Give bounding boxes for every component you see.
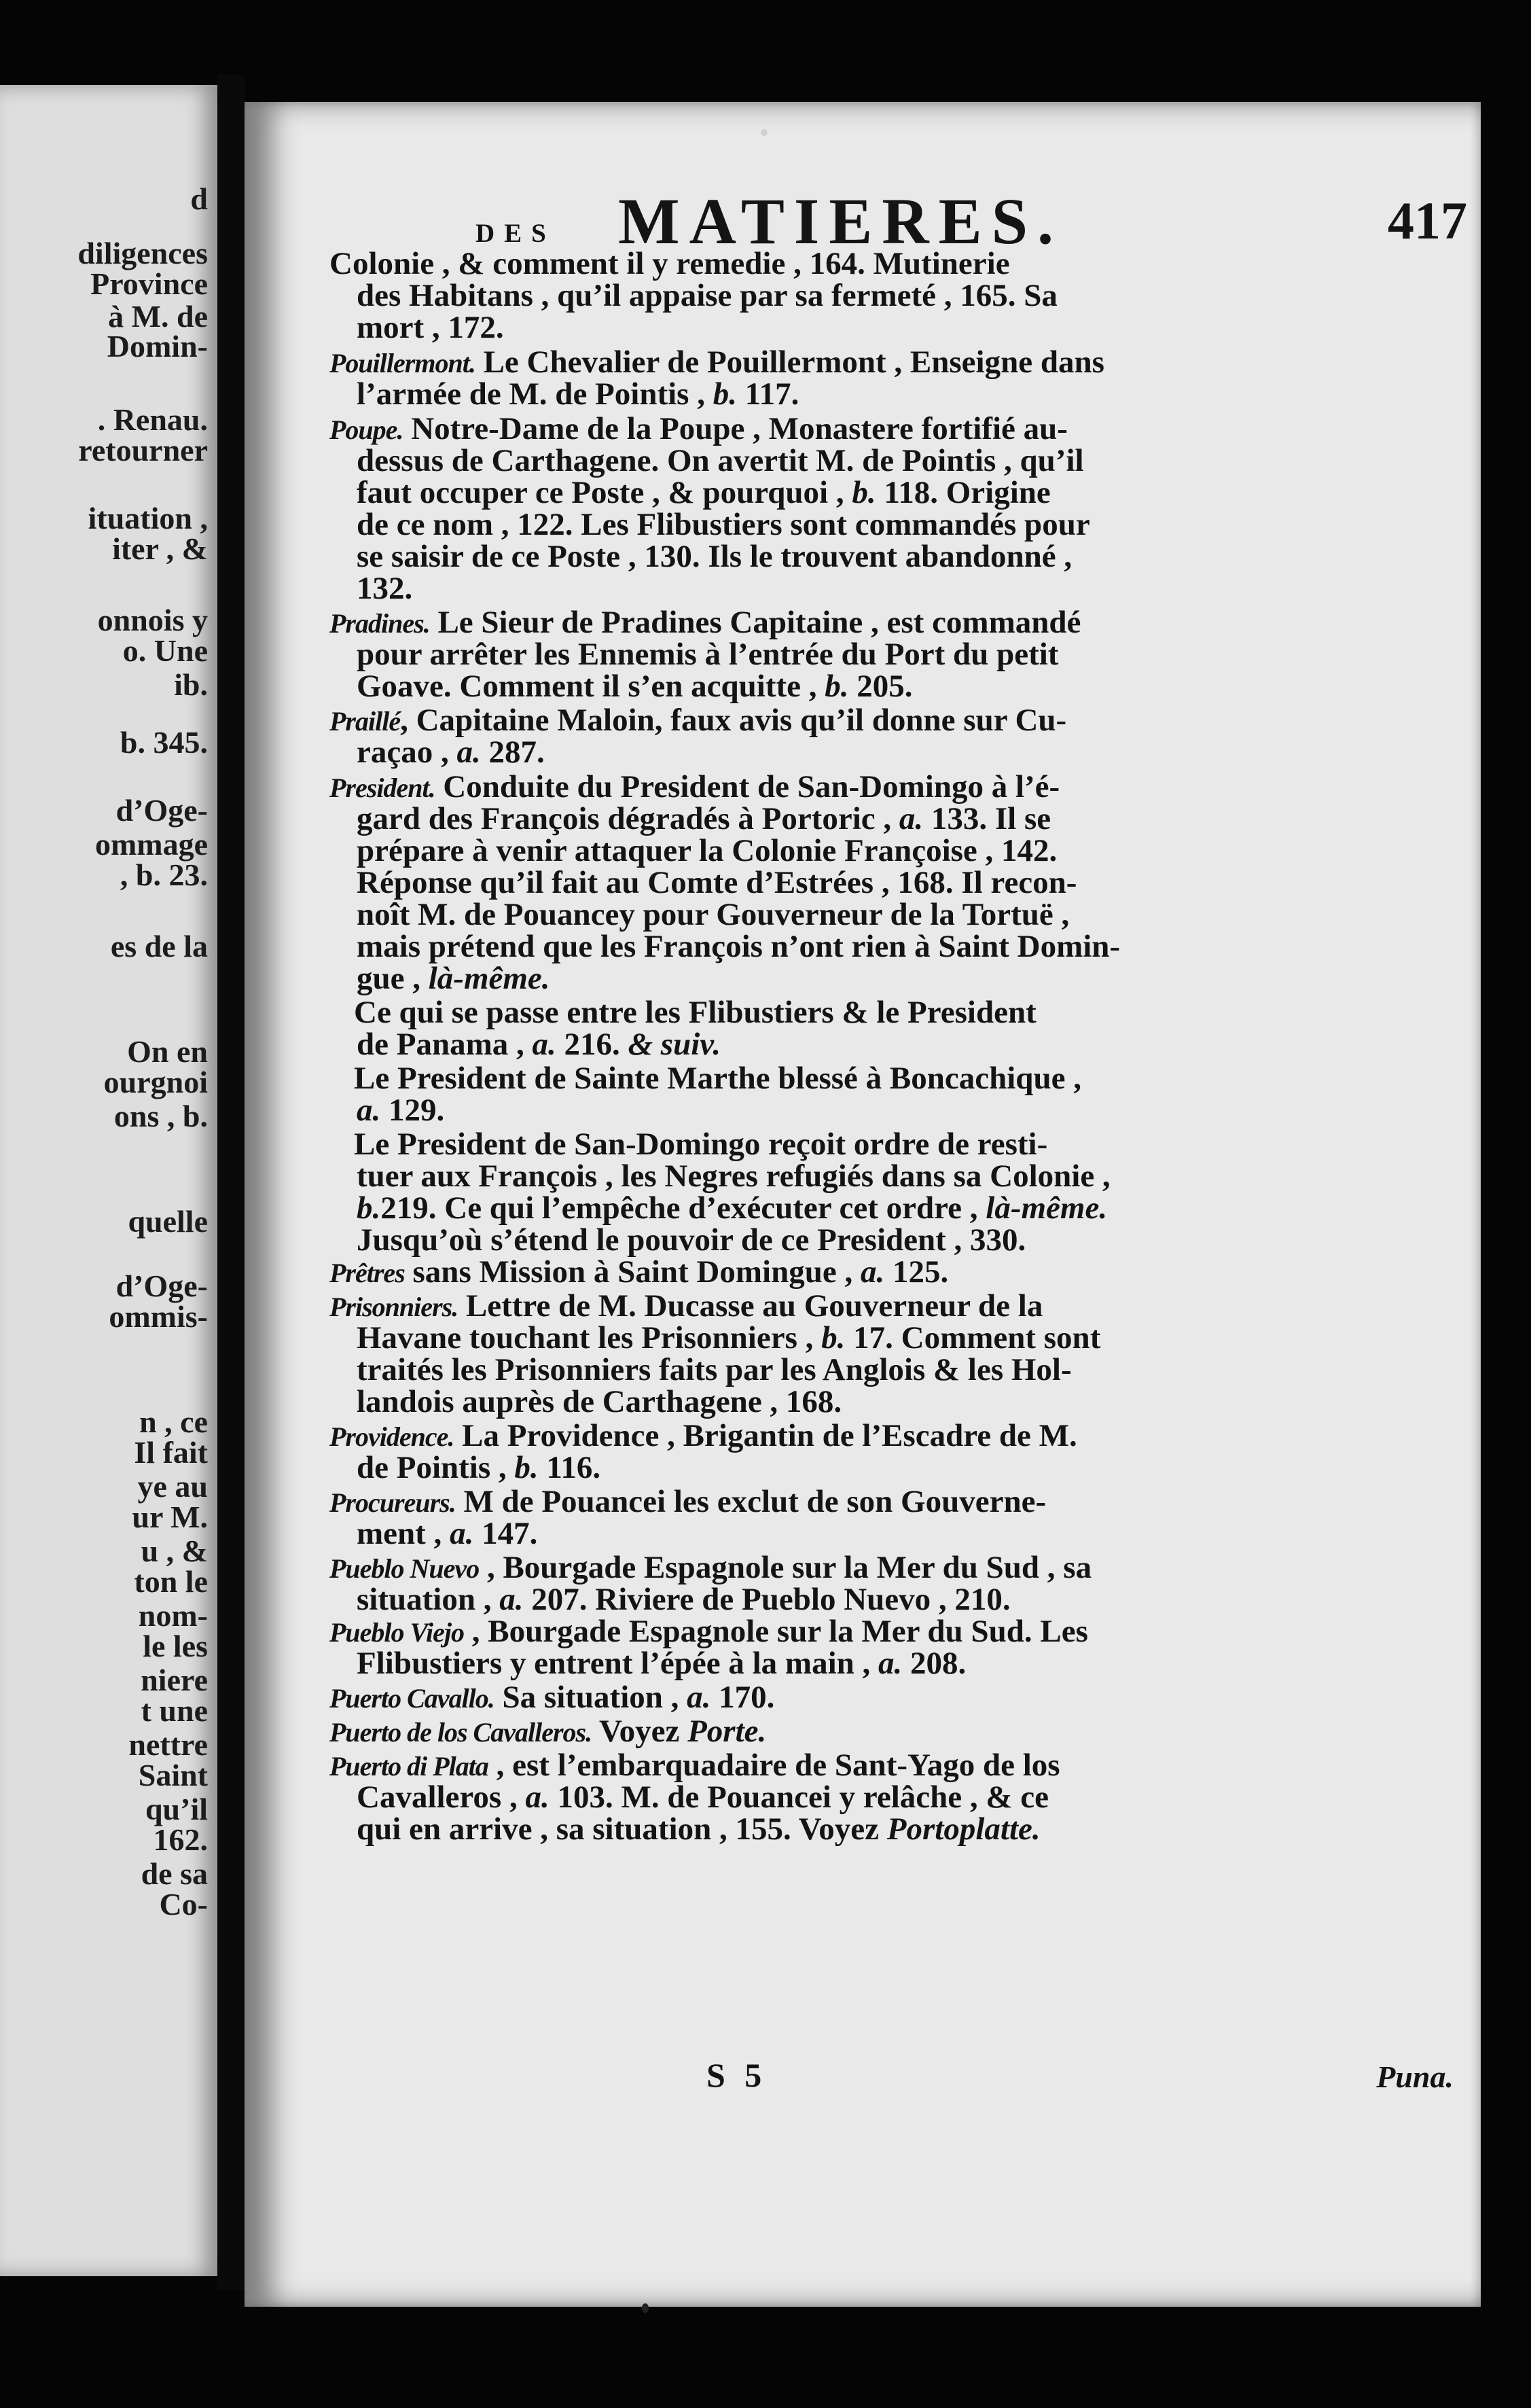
running-head [475, 183, 1467, 258]
index-line [357, 541, 1072, 573]
index-line [357, 671, 912, 703]
index-text: b. [357, 1190, 381, 1226]
page-number: 417 [1388, 191, 1467, 250]
index-text: b. [821, 1320, 846, 1356]
previous-page-line: Domin- [107, 329, 208, 364]
previous-page-line: iter , & [112, 531, 208, 566]
index-line [329, 1682, 774, 1714]
previous-page-line: quelle [128, 1204, 208, 1239]
index-text: mort , 172. [357, 310, 504, 345]
index-line [357, 867, 1077, 899]
previous-page-line: ons , b. [113, 1099, 208, 1133]
index-text: Réponse qu’il fait au Comte d’Estrées , 168. Il recon- [357, 865, 1077, 900]
index-text: , est l’embarquadaire de Sant-Yago de los [488, 1748, 1060, 1783]
index-line [329, 607, 1081, 639]
index-text: de ce nom , 122. Les Flibustiers sont commandés pour [357, 507, 1090, 542]
book-page [245, 102, 1481, 2307]
index-text: Colonie , & comment il y remedie , 164. Mutinerie [329, 246, 1010, 281]
index-text: prépare à venir attaquer la Colonie Françoise , 142. [357, 833, 1058, 868]
index-line [329, 248, 1010, 280]
previous-page-line: ituation , [88, 501, 208, 535]
index-text: gue , [357, 961, 429, 996]
previous-page-line: de sa [141, 1856, 208, 1891]
index-text: 117. [736, 376, 799, 412]
previous-page-line: t une [141, 1693, 208, 1728]
previous-page-line: ye au [137, 1469, 208, 1504]
index-text: b. [713, 376, 737, 412]
previous-page-line: u , & [141, 1534, 208, 1568]
index-line [354, 997, 1037, 1029]
index-text: a. [456, 734, 481, 770]
index-text: b. [514, 1450, 539, 1485]
index-text: 103. M. de Pouancei y relâche , & ce [549, 1780, 1049, 1815]
index-text: 287. [480, 734, 545, 770]
index-text: Flibustiers y entrent l’épée à la main , [357, 1646, 879, 1681]
index-text: , Bourgade Espagnole sur la Mer du Sud , sa [479, 1550, 1092, 1585]
index-text: 208. [902, 1646, 967, 1681]
signature-mark: S 5 [706, 2056, 768, 2094]
index-text: 129. [380, 1093, 445, 1128]
index-text: & suiv. [628, 1027, 721, 1062]
previous-page-line: , b. 23. [120, 857, 208, 892]
index-text: Ce qui se passe entre les Flibustiers & le President [354, 995, 1037, 1030]
index-text: pour arrêter les Ennemis à l’entrée du Port du petit [357, 637, 1059, 672]
index-text: Portoplatte. [886, 1811, 1041, 1847]
index-text: de Pointis , [357, 1450, 515, 1485]
index-headword: President. [329, 773, 435, 803]
previous-page-line: ommage [94, 827, 208, 862]
previous-page-line: ur M. [132, 1500, 208, 1534]
index-text: 216. [556, 1027, 628, 1062]
index-text: l’armée de M. de Pointis , [357, 376, 713, 412]
previous-page-line: d [190, 181, 208, 216]
index-line [329, 1750, 1060, 1782]
index-headword: Prisonniers. [329, 1292, 458, 1322]
index-text: a. [899, 801, 924, 836]
index-headword: Procureurs. [329, 1487, 456, 1518]
index-line [357, 734, 545, 770]
index-line [329, 1552, 1092, 1584]
index-line [329, 344, 1104, 380]
previous-page-line: d’Oge- [115, 793, 208, 828]
index-text: dessus de Carthagene. On avertit M. de Pointis , qu’il [357, 443, 1084, 478]
index-line [357, 1354, 1072, 1386]
index-text: Le President de Sainte Marthe blessé à Boncachique , [354, 1061, 1081, 1096]
index-text: Havane touchant les Prisonniers , [357, 1320, 822, 1356]
index-text: Jusqu’où s’étend le pouvoir de ce President , 330. [357, 1222, 1026, 1258]
index-line [329, 771, 1060, 803]
index-line [354, 1129, 1047, 1161]
index-line [329, 1486, 1046, 1518]
index-text: raçao , [357, 734, 457, 770]
index-text: Voyez [592, 1714, 688, 1749]
index-text: qui en arrive , sa situation , 155. Voyez [357, 1811, 887, 1847]
index-line [329, 1616, 1088, 1648]
previous-page-line: ommis- [109, 1299, 208, 1334]
index-line [357, 963, 550, 995]
previous-page-line: niere [141, 1663, 208, 1697]
index-text: là-même. [986, 1190, 1108, 1226]
index-text: Cavalleros , [357, 1780, 526, 1815]
index-line [357, 1813, 1041, 1845]
index-text: b. [825, 669, 849, 704]
previous-page-line: Co- [159, 1887, 208, 1922]
previous-page-line: onnois y [97, 603, 208, 637]
previous-page-line: . Renau. [97, 402, 208, 437]
index-headword: Pueblo Nuevo [329, 1553, 480, 1584]
previous-page-line: d’Oge- [115, 1269, 208, 1303]
index-text: 147. [473, 1516, 538, 1551]
index-text: 207. Riviere de Pueblo Nuevo , 210. [523, 1582, 1011, 1617]
index-line [357, 1518, 537, 1550]
index-text: a. [878, 1646, 903, 1681]
index-text: se saisir de ce Poste , 130. Ils le trouvent abandonné , [357, 539, 1073, 574]
index-text: 125. [884, 1254, 949, 1290]
index-text: mais prétend que les François n’ont rien à Saint Domin- [357, 929, 1121, 964]
previous-page-line: On en [127, 1034, 208, 1069]
previous-page-line: diligences [77, 236, 208, 270]
index-headword: Poupe. [329, 414, 403, 445]
index-text: a. [860, 1254, 885, 1290]
previous-page-line: 162. [153, 1822, 208, 1857]
index-text: 17. Comment sont [845, 1320, 1101, 1356]
index-text: , Bourgade Espagnole sur la Mer du Sud. Les [464, 1614, 1088, 1649]
index-line [357, 1322, 1100, 1354]
index-line [357, 1584, 1011, 1616]
previous-page-line: nom- [138, 1598, 208, 1633]
index-text: a. [357, 1093, 381, 1128]
previous-page-line: à M. de [108, 299, 208, 334]
index-line [357, 477, 1051, 509]
ink-dot [642, 2303, 649, 2313]
previous-page-line: n , ce [139, 1404, 208, 1439]
index-line [329, 1420, 1077, 1452]
index-text: a. [687, 1680, 711, 1715]
index-line [357, 509, 1090, 541]
index-headword: Pouillermont. [329, 348, 475, 378]
index-text: tuer aux François , les Negres refugiés dans sa Colonie , [357, 1158, 1111, 1194]
index-headword: Puerto Cavallo. [329, 1683, 494, 1714]
index-line [329, 1256, 948, 1288]
index-line [357, 1192, 1107, 1224]
index-text: Le Sieur de Pradines Capitaine , est commandé [429, 605, 1081, 640]
previous-page-line: le les [143, 1629, 208, 1663]
index-text: là-même. [428, 961, 550, 996]
index-line [357, 378, 799, 410]
index-headword: Puerto de los Cavalleros. [329, 1717, 592, 1748]
previous-page-fragment [0, 85, 217, 2276]
index-line [329, 1716, 766, 1748]
index-line [357, 312, 504, 344]
previous-page-line: retourner [78, 433, 208, 467]
previous-page-line: Il fait [134, 1435, 208, 1470]
index-headword: Pradines. [329, 608, 430, 639]
previous-page-line: b. 345. [120, 725, 208, 760]
previous-page-line: nettre [128, 1727, 208, 1762]
index-headword: Praillé [329, 706, 401, 737]
index-text: Le Chevalier de Pouillermont , Enseigne dans [475, 344, 1104, 380]
index-line [357, 835, 1057, 867]
index-text: sans Mission à Saint Domingue , [404, 1254, 861, 1290]
index-headword: Prêtres [329, 1258, 405, 1288]
index-line [357, 280, 1058, 312]
index-text: b. [852, 475, 876, 510]
book-gutter [217, 75, 245, 2290]
index-line [357, 1386, 842, 1418]
index-text: 118. Origine [876, 475, 1051, 510]
index-text: 132. [357, 571, 413, 606]
catchword: Puna. [1376, 2059, 1454, 2094]
index-text: 170. [710, 1680, 775, 1715]
previous-page-line: ton le [134, 1564, 208, 1599]
index-text: , Capitaine Maloin, faux avis qu’il donne sur Cu- [400, 703, 1067, 738]
index-text: de Panama , [357, 1027, 533, 1062]
index-line [357, 899, 1069, 931]
index-text: 205. [848, 669, 913, 704]
previous-page-line: o. Une [122, 633, 208, 668]
index-text: des Habitans , qu’il appaise par sa fermeté , 165. Sa [357, 278, 1058, 313]
index-text: a. [525, 1780, 550, 1815]
index-line [357, 1224, 1026, 1256]
index-line [357, 803, 1051, 835]
index-text: Lettre de M. Ducasse au Gouverneur de la [458, 1288, 1043, 1324]
ink-spot [761, 129, 768, 136]
index-line [357, 1095, 444, 1127]
index-line [357, 1648, 966, 1680]
index-text: Sa situation , [494, 1680, 687, 1715]
index-text: Conduite du President de San-Domingo à l’é- [435, 769, 1060, 804]
previous-page-line: Province [90, 266, 208, 301]
index-line [357, 1029, 721, 1061]
index-text: a. [532, 1027, 556, 1062]
previous-page-line: es de la [110, 929, 208, 963]
index-line [357, 1158, 1111, 1194]
index-headword: Puerto di Plata [329, 1751, 488, 1782]
index-text: ment , [357, 1516, 450, 1551]
index-text: noît M. de Pouancey pour Gouverneur de la Tortuë , [357, 897, 1070, 932]
index-line [357, 1782, 1049, 1813]
index-text: 219. Ce qui l’empêche d’exécuter cet ordre , [380, 1190, 986, 1226]
index-headword: Providence. [329, 1421, 454, 1452]
index-text: a. [499, 1582, 524, 1617]
previous-page-line: qu’il [145, 1792, 208, 1826]
index-line [357, 573, 412, 605]
index-line [357, 1452, 600, 1484]
index-text: Notre-Dame de la Poupe , Monastere fortifié au- [403, 411, 1068, 446]
index-text: M de Pouancei les exclut de son Gouverne- [455, 1484, 1047, 1519]
index-text: gard des François dégradés à Portoric , [357, 801, 899, 836]
index-text: Le President de San-Domingo reçoit ordre de resti- [354, 1127, 1048, 1162]
index-text: faut occuper ce Poste , & pourquoi , [357, 475, 852, 510]
previous-page-line: ourgnoi [103, 1065, 208, 1099]
index-line [329, 705, 1066, 737]
index-text: Porte. [687, 1714, 767, 1749]
index-text: traités les Prisonniers faits par les Anglois & les Hol- [357, 1352, 1072, 1387]
running-head-title: MATIERES. [618, 185, 1063, 258]
index-text: 116. [538, 1450, 601, 1485]
index-text: 133. Il se [923, 801, 1051, 836]
index-line [357, 931, 1120, 963]
index-text: Goave. Comment il s’en acquitte , [357, 669, 825, 704]
index-line [357, 445, 1084, 477]
index-line [357, 639, 1058, 671]
previous-page-line: Saint [138, 1758, 208, 1792]
index-headword: Pueblo Viejo [329, 1617, 464, 1648]
index-line [354, 1063, 1081, 1095]
index-text: landois auprès de Carthagene , 168. [357, 1384, 842, 1419]
index-text: situation , [357, 1582, 500, 1617]
index-line [329, 1290, 1043, 1322]
index-text: La Providence , Brigantin de l’Escadre de M. [454, 1418, 1077, 1453]
previous-page-line: ib. [174, 667, 208, 702]
running-head-prefix: des [475, 209, 556, 251]
index-line [329, 413, 1068, 445]
index-text: a. [450, 1516, 474, 1551]
